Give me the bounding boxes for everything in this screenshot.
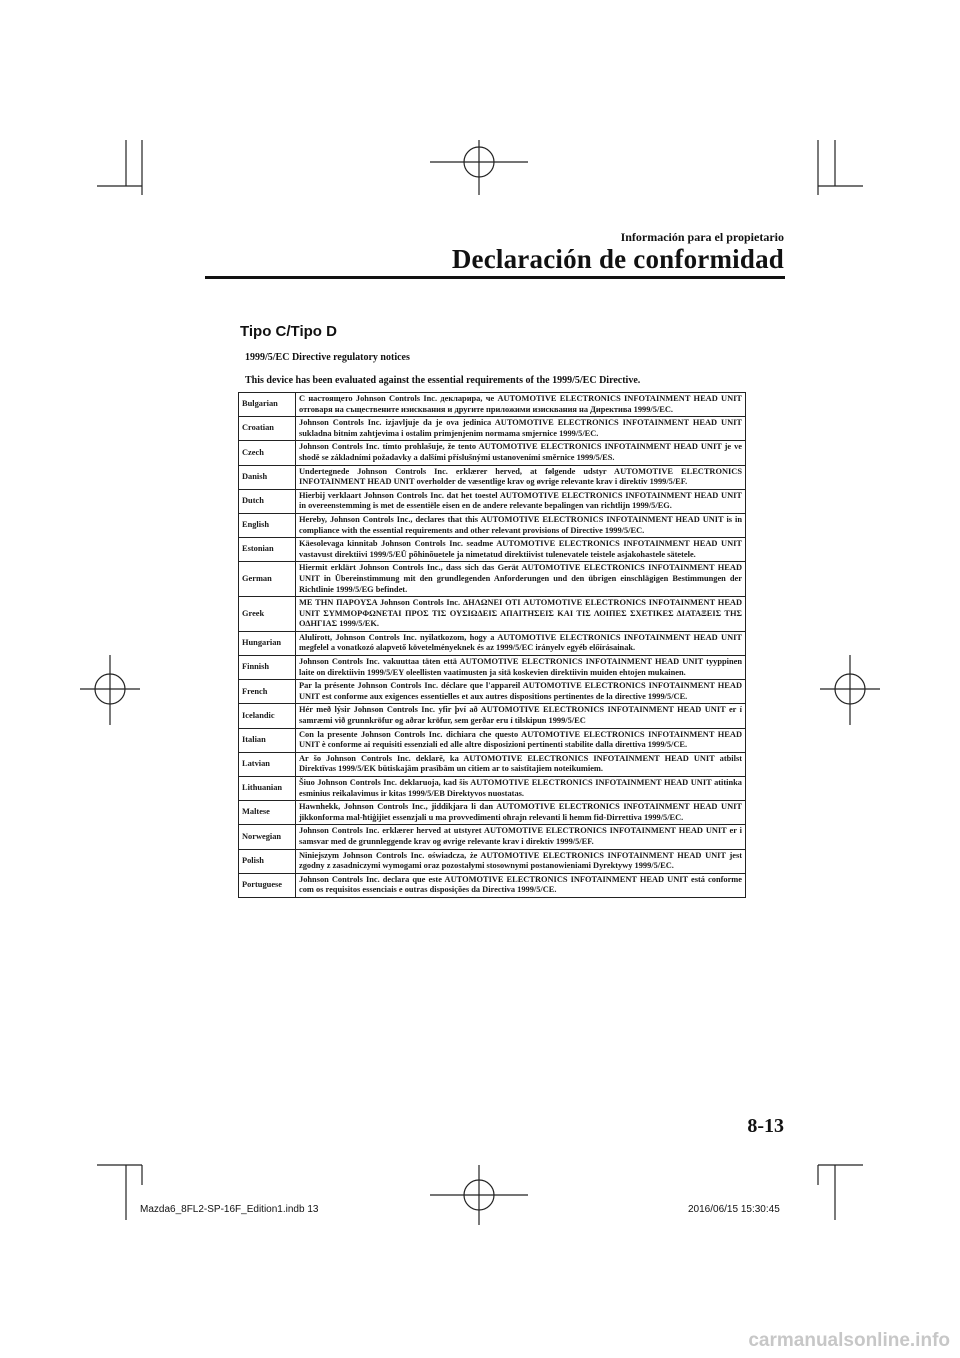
table-row (239, 801, 746, 825)
language-cell: Estonian (239, 538, 296, 562)
footer-file-info: Mazda6_8FL2-SP-16F_Edition1.indb 13 (140, 1204, 319, 1215)
declaration-table-body (239, 393, 746, 898)
table-row (239, 656, 746, 680)
declaration-text-cell: Hereby, Johnson Controls Inc., declares that this AUTOMOTIVE ELECTRONICS INFOTAINMENT HEAD UNIT is in compliance with the essential requirements and other relevant provisions of Directive 1999/5/EC. (296, 513, 746, 537)
table-row (239, 752, 746, 776)
table-row (239, 513, 746, 537)
language-cell: Bulgarian (239, 393, 296, 417)
declaration-text-cell: Johnson Controls Inc. tímto prohlašuje, že tento AUTOMOTIVE ELECTRONICS INFOTAINMENT HEAD UNIT je ve shodě se základními požadavky a dalšími příslušnými ustanoveními směrnice 1999/5/ES. (296, 441, 746, 465)
declaration-text-cell: Undertegnede Johnson Controls Inc. erklærer herved, at følgende udstyr AUTOMOTIVE ELECTRONICS INFOTAINMENT HEAD UNIT overholder de væsentlige krav og øvrige relevante krav i direktiv 1999/5/EF. (296, 465, 746, 489)
table-row (239, 825, 746, 849)
language-cell: Hungarian (239, 631, 296, 655)
header-rule (205, 276, 785, 279)
table-row (239, 777, 746, 801)
declaration-text-cell: С настоящето Johnson Controls Inc. декларира, че AUTOMOTIVE ELECTRONICS INFOTAINMENT HEAD UNIT отговаря на съществените изисквания и другите приложими изисквания на Директива 1999/5/ЕС. (296, 393, 746, 417)
table-row (239, 849, 746, 873)
language-cell: German (239, 562, 296, 597)
declaration-text-cell: Johnson Controls Inc. declara que este AUTOMOTIVE ELECTRONICS INFOTAINMENT HEAD UNIT está conforme com os requisitos essenciais e outras disposições da Directiva 1999/5/CE. (296, 873, 746, 897)
declaration-text-cell: Ar šo Johnson Controls Inc. deklarē, ka AUTOMOTIVE ELECTRONICS INFOTAINMENT HEAD UNIT atbilst Direktīvas 1999/5/EK būtiskajām prasībām un citiem ar to saistītajiem noteikumiem. (296, 752, 746, 776)
subsection-title: Tipo C/Tipo D (240, 323, 337, 340)
language-cell: Croatian (239, 417, 296, 441)
declaration-text-cell: Par la présente Johnson Controls Inc. déclare que l'appareil AUTOMOTIVE ELECTRONICS INFOTAINMENT HEAD UNIT est conforme aux exigences essentielles et aux autres dispositions pertinentes de la directive 1999/5/CE. (296, 680, 746, 704)
table-row (239, 393, 746, 417)
declaration-table (238, 392, 746, 898)
language-cell: Norwegian (239, 825, 296, 849)
language-cell: Latvian (239, 752, 296, 776)
language-cell: Finnish (239, 656, 296, 680)
declaration-text-cell: Hawnhekk, Johnson Controls Inc., jiddikjara li dan AUTOMOTIVE ELECTRONICS INFOTAINMENT HEAD UNIT jikkonforma mal-ħtiġijiet essenzjali u ma provvedimenti oħrajn relevanti li hemm fid-Dirrettiva 1999/5/EC. (296, 801, 746, 825)
declaration-text-cell: Hierbij verklaart Johnson Controls Inc. dat het toestel AUTOMOTIVE ELECTRONICS INFOTAINMENT HEAD UNIT in overeenstemming is met de essentiële eisen en de andere relevante bepalingen van richtlijn 1999/5/EG. (296, 489, 746, 513)
table-row (239, 465, 746, 489)
language-cell: Icelandic (239, 704, 296, 728)
language-cell: Polish (239, 849, 296, 873)
section-label: Información para el propietario (620, 230, 784, 244)
language-cell: Dutch (239, 489, 296, 513)
table-row (239, 597, 746, 632)
directive-intro: This device has been evaluated against the essential requirements of the 1999/5/EC Directive. (245, 375, 641, 386)
declaration-text-cell: Käesolevaga kinnitab Johnson Controls Inc. seadme AUTOMOTIVE ELECTRONICS INFOTAINMENT HEAD UNIT vastavust direktiivi 1999/5/EÜ põhinõuetele ja nimetatud direktiivist tulenevatele teistele asjakohastele sätetele. (296, 538, 746, 562)
declaration-text-cell: ΜΕ ΤΗΝ ΠΑΡΟΥΣΑ Johnson Controls Inc. ΔΗΛΩΝΕΙ ΟΤΙ AUTOMOTIVE ELECTRONICS INFOTAINMENT HEAD UNIT ΣΥΜΜΟΡΦΩΝΕΤΑΙ ΠΡΟΣ ΤΙΣ ΟΥΣΙΩΔΕΙΣ ΑΠΑΙΤΗΣΕΙΣ ΚΑΙ ΤΙΣ ΛΟΙΠΕΣ ΣΧΕΤΙΚΕΣ ΔΙΑΤΑΞΕΙΣ ΤΗΣ ΟΔΗΓΙΑΣ 1999/5/ΕΚ. (296, 597, 746, 632)
declaration-text-cell: Hér með lýsir Johnson Controls Inc. yfir því að AUTOMOTIVE ELECTRONICS INFOTAINMENT HEAD UNIT er í samræmi við grunnkröfur og aðrar kröfur, sem gerðar eru í tilskipun 1999/5/EC (296, 704, 746, 728)
language-cell: French (239, 680, 296, 704)
language-cell: Czech (239, 441, 296, 465)
table-row (239, 728, 746, 752)
language-cell: Italian (239, 728, 296, 752)
table-row (239, 562, 746, 597)
page-number: 8-13 (747, 1115, 784, 1137)
language-cell: English (239, 513, 296, 537)
language-cell: Danish (239, 465, 296, 489)
declaration-text-cell: Niniejszym Johnson Controls Inc. oświadcza, że AUTOMOTIVE ELECTRONICS INFOTAINMENT HEAD UNIT jest zgodny z zasadniczymi wymogami oraz pozostałymi stosownymi postanowieniami Dyrektywy 1999/5/EC. (296, 849, 746, 873)
page-title: Declaración de conformidad (451, 244, 784, 274)
watermark: carmanualsonline.info (748, 1330, 950, 1351)
language-cell: Maltese (239, 801, 296, 825)
language-cell: Portuguese (239, 873, 296, 897)
declaration-text-cell: Johnson Controls Inc. izjavljuje da je ova jedinica AUTOMOTIVE ELECTRONICS INFOTAINMENT HEAD UNIT sukladna bitnim zahtjevima i ostalim primjenjenim normama smjernice 1999/5/EC. (296, 417, 746, 441)
declaration-text-cell: Hiermit erklärt Johnson Controls Inc., dass sich das Gerät AUTOMOTIVE ELECTRONICS INFOTAINMENT HEAD UNIT in Übereinstimmung mit den grundlegenden Anforderungen und den übrigen einschlägigen Bestimmungen der Richtlinie 1999/5/EG befindet. (296, 562, 746, 597)
declaration-text-cell: Johnson Controls Inc. erklærer herved at utstyret AUTOMOTIVE ELECTRONICS INFOTAINMENT HEAD UNIT er i samsvar med de grunnleggende krav og øvrige relevante krav i direktiv 1999/5/EF. (296, 825, 746, 849)
table-row (239, 873, 746, 897)
table-row (239, 489, 746, 513)
table-row (239, 441, 746, 465)
table-row (239, 631, 746, 655)
language-cell: Greek (239, 597, 296, 632)
language-cell: Lithuanian (239, 777, 296, 801)
table-row (239, 704, 746, 728)
declaration-text-cell: Johnson Controls Inc. vakuuttaa täten että AUTOMOTIVE ELECTRONICS INFOTAINMENT HEAD UNIT tyyppinen laite on direktiivin 1999/5/EY oleellisten vaatimusten ja sitä koskevien direktiivin muiden ehtojen mukainen. (296, 656, 746, 680)
footer-timestamp: 2016/06/15 15:30:45 (688, 1204, 780, 1215)
declaration-text-cell: Con la presente Johnson Controls Inc. dichiara che questo AUTOMOTIVE ELECTRONICS INFOTAINMENT HEAD UNIT è conforme ai requisiti essenziali ed alle altre disposizioni pertinenti stabilite dalla direttiva 1999/5/CE. (296, 728, 746, 752)
declaration-text-cell: Šiuo Johnson Controls Inc. deklaruoja, kad šis AUTOMOTIVE ELECTRONICS INFOTAINMENT HEAD UNIT atitinka esminius reikalavimus ir kitas 1999/5/EB Direktyvos nuostatas. (296, 777, 746, 801)
table-row (239, 417, 746, 441)
table-row (239, 680, 746, 704)
declaration-text-cell: Alulírott, Johnson Controls Inc. nyilatkozom, hogy a AUTOMOTIVE ELECTRONICS INFOTAINMENT HEAD UNIT megfelel a vonatkozó alapvető követelményeknek és az 1999/5/EC irányelv egyéb előírásainak. (296, 631, 746, 655)
table-row (239, 538, 746, 562)
directive-heading: 1999/5/EC Directive regulatory notices (245, 352, 410, 363)
